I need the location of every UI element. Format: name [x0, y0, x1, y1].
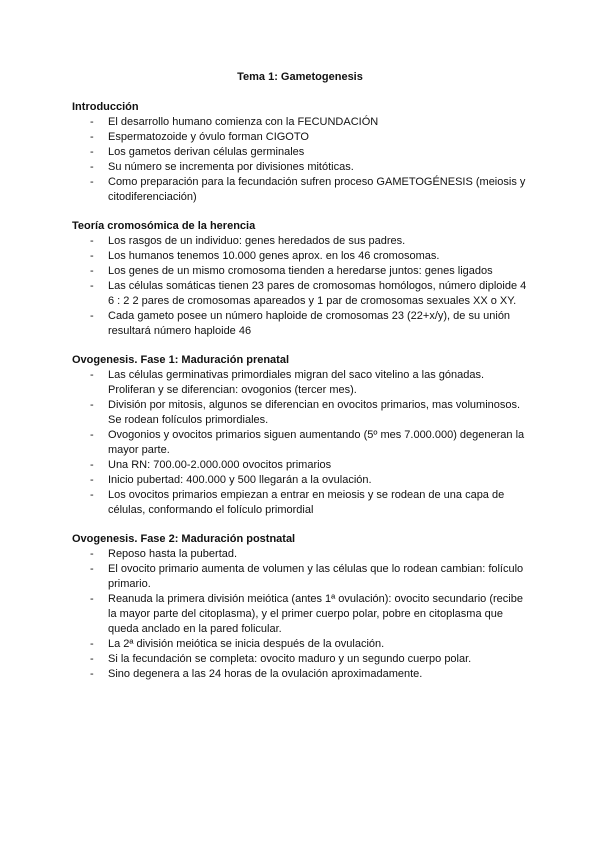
document-title: Tema 1: Gametogenesis	[237, 71, 363, 83]
section-heading: Teoría cromosómica de la herencia	[72, 220, 256, 232]
list-item-text: Cada gameto posee un número haploide de cromosomas 23 (22+x/y), de su unión resultará número haploide 46	[108, 310, 511, 337]
list-item	[72, 160, 532, 175]
list-item-text: Espermatozoide y óvulo forman CIGOTO	[108, 131, 309, 143]
list-item	[72, 264, 532, 279]
list-item	[72, 175, 532, 205]
list-item	[72, 458, 532, 473]
list-item-text: Ovogonios y ovocitos primarios siguen aumentando (5º mes 7.000.000) degeneran la mayor parte.	[108, 429, 525, 456]
dash-bullet-icon: -	[90, 161, 94, 173]
dash-bullet-icon: -	[90, 265, 94, 277]
dash-bullet-icon: -	[90, 176, 94, 188]
dash-bullet-icon: -	[90, 563, 94, 575]
list-item-text: La 2ª división meiótica se inicia después de la ovulación.	[108, 638, 385, 650]
section	[72, 353, 532, 518]
list-item-text: Las células germinativas primordiales migran del saco vitelino a las gónadas. Proliferan y se diferencian: ovogonios (tercer mes).	[108, 369, 485, 396]
list-item-text: Su número se incrementa por divisiones mitóticas.	[108, 161, 354, 173]
document-body	[72, 100, 532, 696]
section-heading: Introducción	[72, 101, 139, 113]
dash-bullet-icon: -	[90, 310, 94, 322]
dash-bullet-icon: -	[90, 146, 94, 158]
list-item-text: Una RN: 700.00-2.000.000 ovocitos primarios	[108, 459, 332, 471]
dash-bullet-icon: -	[90, 369, 94, 381]
list-item	[72, 130, 532, 145]
list-item-text: Los ovocitos primarios empiezan a entrar en meiosis y se rodean de una capa de células, conformando el folículo primordial	[108, 489, 505, 516]
section-heading: Ovogenesis. Fase 1: Maduración prenatal	[72, 354, 290, 366]
bullet-list	[72, 368, 532, 518]
dash-bullet-icon: -	[90, 459, 94, 471]
bullet-list	[72, 234, 532, 339]
list-item	[72, 547, 532, 562]
list-item	[72, 473, 532, 488]
list-item	[72, 428, 532, 458]
dash-bullet-icon: -	[90, 668, 94, 680]
list-item-text: Las células somáticas tienen 23 pares de cromosomas homólogos, número diploide 4 6 : 2 2 pares de cromosomas apareados y 1 par de cromosomas sexuales XX o XY.	[108, 280, 527, 307]
list-item-text: Los genes de un mismo cromosoma tienden a heredarse juntos: genes ligados	[108, 265, 493, 277]
list-item	[72, 115, 532, 130]
list-item-text: División por mitosis, algunos se diferencian en ovocitos primarios, mas voluminosos. Se rodean folículos primordiales.	[108, 399, 521, 426]
dash-bullet-icon: -	[90, 235, 94, 247]
list-item	[72, 652, 532, 667]
list-item-text: El ovocito primario aumenta de volumen y las células que lo rodean cambian: folículo primario.	[108, 563, 524, 590]
list-item-text: Sino degenera a las 24 horas de la ovulación aproximadamente.	[108, 668, 423, 680]
dash-bullet-icon: -	[90, 548, 94, 560]
list-item	[72, 309, 532, 339]
list-item	[72, 234, 532, 249]
dash-bullet-icon: -	[90, 429, 94, 441]
section	[72, 219, 532, 339]
list-item	[72, 145, 532, 160]
dash-bullet-icon: -	[90, 280, 94, 292]
bullet-list	[72, 547, 532, 682]
list-item-text: Reposo hasta la pubertad.	[108, 548, 238, 560]
list-item	[72, 279, 532, 309]
section	[72, 100, 532, 205]
dash-bullet-icon: -	[90, 250, 94, 262]
section	[72, 532, 532, 682]
list-item-text: Los rasgos de un individuo: genes heredados de sus padres.	[108, 235, 406, 247]
list-item	[72, 637, 532, 652]
dash-bullet-icon: -	[90, 489, 94, 501]
list-item	[72, 398, 532, 428]
list-item-text: Inicio pubertad: 400.000 y 500 llegarán a la ovulación.	[108, 474, 372, 486]
dash-bullet-icon: -	[90, 116, 94, 128]
list-item-text: El desarrollo humano comienza con la FECUNDACIÓN	[108, 116, 379, 128]
dash-bullet-icon: -	[90, 638, 94, 650]
list-item-text: Los humanos tenemos 10.000 genes aprox. en los 46 cromosomas.	[108, 250, 440, 262]
dash-bullet-icon: -	[90, 399, 94, 411]
section-heading: Ovogenesis. Fase 2: Maduración postnatal	[72, 533, 296, 545]
dash-bullet-icon: -	[90, 474, 94, 486]
list-item-text: Como preparación para la fecundación sufren proceso GAMETOGÉNESIS (meiosis y citodiferenciación)	[108, 176, 526, 203]
list-item-text: Reanuda la primera división meiótica (antes 1ª ovulación): ovocito secundario (recibe la mayor parte del citoplasma), y el primer cuerpo polar, pobre en citoplasma que queda anclado en la pared folicular.	[108, 593, 523, 635]
bullet-list	[72, 115, 532, 205]
list-item	[72, 488, 532, 518]
dash-bullet-icon: -	[90, 131, 94, 143]
list-item	[72, 249, 532, 264]
list-item	[72, 592, 532, 637]
dash-bullet-icon: -	[90, 593, 94, 605]
list-item-text: Si la fecundación se completa: ovocito maduro y un segundo cuerpo polar.	[108, 653, 472, 665]
list-item	[72, 562, 532, 592]
list-item-text: Los gametos derivan células germinales	[108, 146, 305, 158]
list-item	[72, 667, 532, 682]
dash-bullet-icon: -	[90, 653, 94, 665]
list-item	[72, 368, 532, 398]
